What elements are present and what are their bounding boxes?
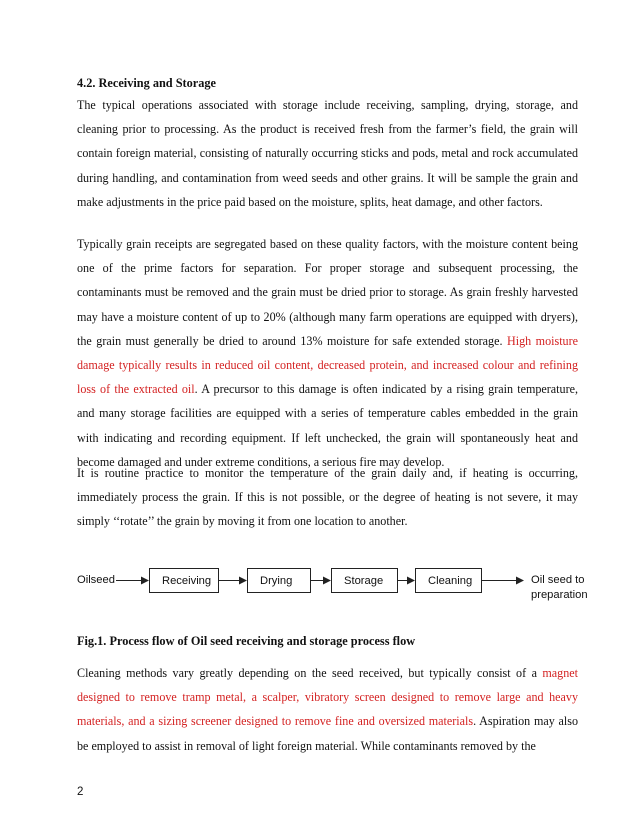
paragraph-storage-operations: The typical operations associated with storage include receiving, sampling, drying, storage, and cleaning prior to processing. As the product is received fresh from the farmer’s field, the grain will contain foreign material, consisting of naturally occurring sticks and pods, metal and rock accumulated during handling, and contamination from weed seeds and other grains. It will be sample the grain and make adjustments in the price paid based on the moisture, splits, heat damage, and other factors. xyxy=(77,98,578,209)
highlighted-text: High moisture damage typically results in reduced oil content, decreased protein, and increased colour and refining loss of the extracted oil xyxy=(77,333,578,397)
figure-caption: Fig.1. Process flow of Oil seed receiving and storage process flow xyxy=(77,634,416,648)
flow-step-drying: Drying xyxy=(247,568,311,593)
paragraph-text: Typically grain receipts are segregated based on these quality factors, with the moisture content being one of the prime factors for separation. For proper storage and subsequent processing, the contaminants must be removed and the grain must be dried prior to storage. As grain freshly harvested may have a moisture content of up to 20% (although many farm operations are equipped with dryers), the grain must generally be dried to around 13% moisture for safe extended storage. xyxy=(77,237,578,348)
section-heading: 4.2. Receiving and Storage xyxy=(77,76,217,90)
flow-step-storage: Storage xyxy=(331,568,398,593)
paragraph-text: . Aspiration may also be employed to assist in removal of light foreign material. While contaminants removed by the xyxy=(77,714,578,753)
flow-step-cleaning: Cleaning xyxy=(415,568,482,593)
paragraph-moisture-segregation xyxy=(77,232,578,474)
process-flow-diagram xyxy=(0,564,638,614)
flow-start-label: Oilseed xyxy=(77,574,115,586)
highlighted-text: magnet designed to remove tramp metal, a scalper, vibratory screen designed to remove large and heavy materials, and a sizing screener designed to remove fine and oversized materials xyxy=(77,666,578,729)
paragraph-text: . A precursor to this damage is often indicated by a rising grain temperature, and many storage facilities are equipped with a series of temperature cables embedded in the grain with indicating and recording equipment. If left unchecked, the grain will spontaneously heat and become damaged and under extreme conditions, a serious fire may develop. xyxy=(77,382,579,469)
flow-step-receiving: Receiving xyxy=(149,568,219,593)
paragraph-cleaning-methods xyxy=(77,661,578,758)
paragraph-text: Cleaning methods vary greatly depending on the seed received, but typically consist of a xyxy=(77,666,543,680)
page-number: 2 xyxy=(77,786,84,798)
flow-end-label-line2: preparation xyxy=(531,589,588,601)
flow-end-label-line1: Oil seed to xyxy=(531,574,585,586)
flow-end-label xyxy=(531,573,588,603)
paragraph-temperature-monitoring: It is routine practice to monitor the temperature of the grain daily and, if heating is occurring, immediately process the grain. If this is not possible, or the degree of heating is not severe, it may simply ‘‘rotate’’ the grain by moving it from one location to another. xyxy=(77,466,578,529)
